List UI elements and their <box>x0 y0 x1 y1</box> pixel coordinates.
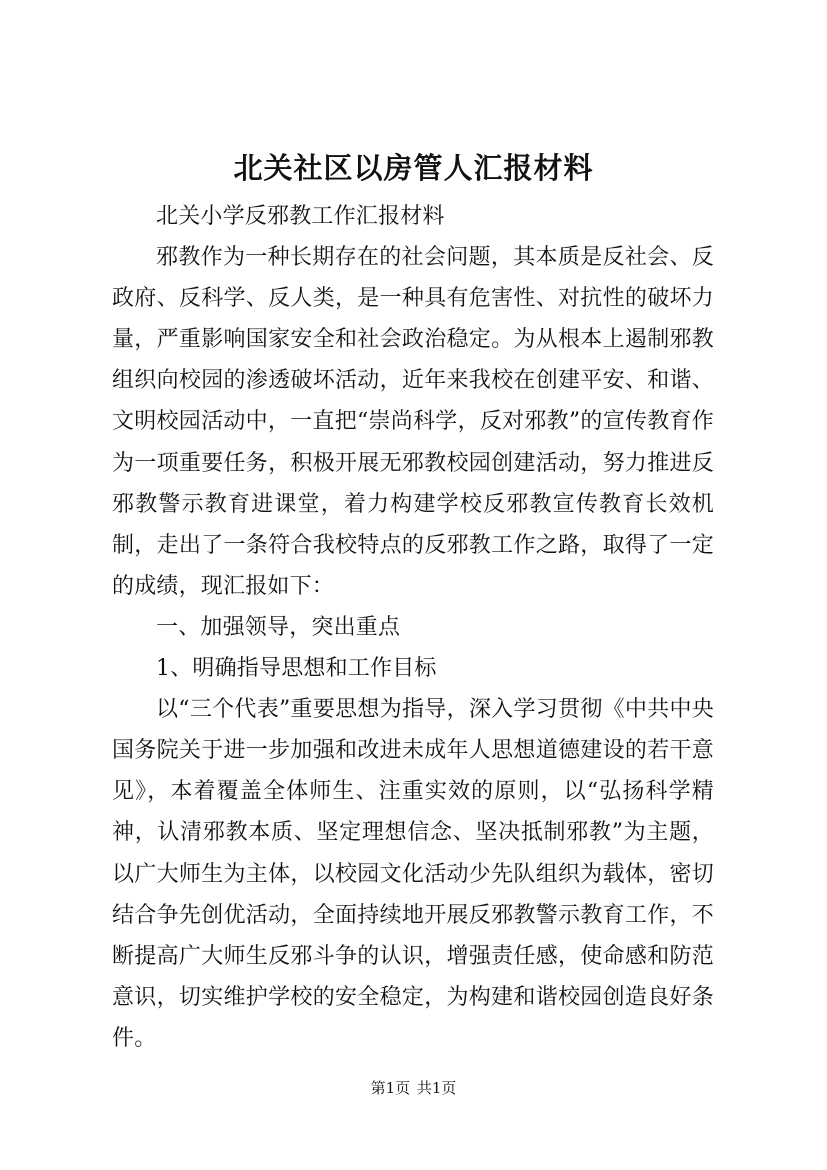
document-body <box>112 196 714 1059</box>
intro-paragraph: 邪教作为一种长期存在的社会问题，其本质是反社会、反政府、反科学、反人类，是一种具有危害性、对抗性的破坏力量，严重影响国家安全和社会政治稳定。为从根本上遏制邪教组织向校园的渗透破坏活动，近年来我校在创建平安、和谐、文明校园活动中，一直把“崇尚科学，反对邪教”的宣传教育作为一项重要任务，积极开展无邪教校园创建活动，努力推进反邪教警示教育进课堂，着力构建学校反邪教宣传教育长效机制，走出了一条符合我校特点的反邪教工作之路，取得了一定的成绩，现汇报如下： <box>112 245 714 599</box>
page-total: 共1页 <box>416 1079 457 1097</box>
subsection-heading: 1、明确指导思想和工作目标 <box>156 656 437 682</box>
document-title: 北关社区以房管人汇报材料 <box>233 151 594 185</box>
page-footer <box>0 1078 827 1098</box>
section-heading: 一、加强领导，突出重点 <box>156 614 401 640</box>
body-paragraph: 以“三个代表”重要思想为指导，深入学习贯彻《中共中央国务院关于进一步加强和改进未成年人思想道德建设的若干意见》，本着覆盖全体师生、注重实效的原则，以“弘扬科学精神，认清邪教本质、坚定理想信念、坚决抵制邪教”为主题，以广大师生为主体，以校园文化活动少先队组织为载体，密切结合争先创优活动，全面持续地开展反邪教警示教育工作，不断提高广大师生反邪斗争的认识，增强责任感，使命感和防范意识，切实维护学校的安全稳定，为构建和谐校园创造良好条件。 <box>112 697 714 1051</box>
page-number: 第1页 <box>370 1079 411 1097</box>
subtitle-paragraph: 北关小学反邪教工作汇报材料 <box>156 204 445 229</box>
